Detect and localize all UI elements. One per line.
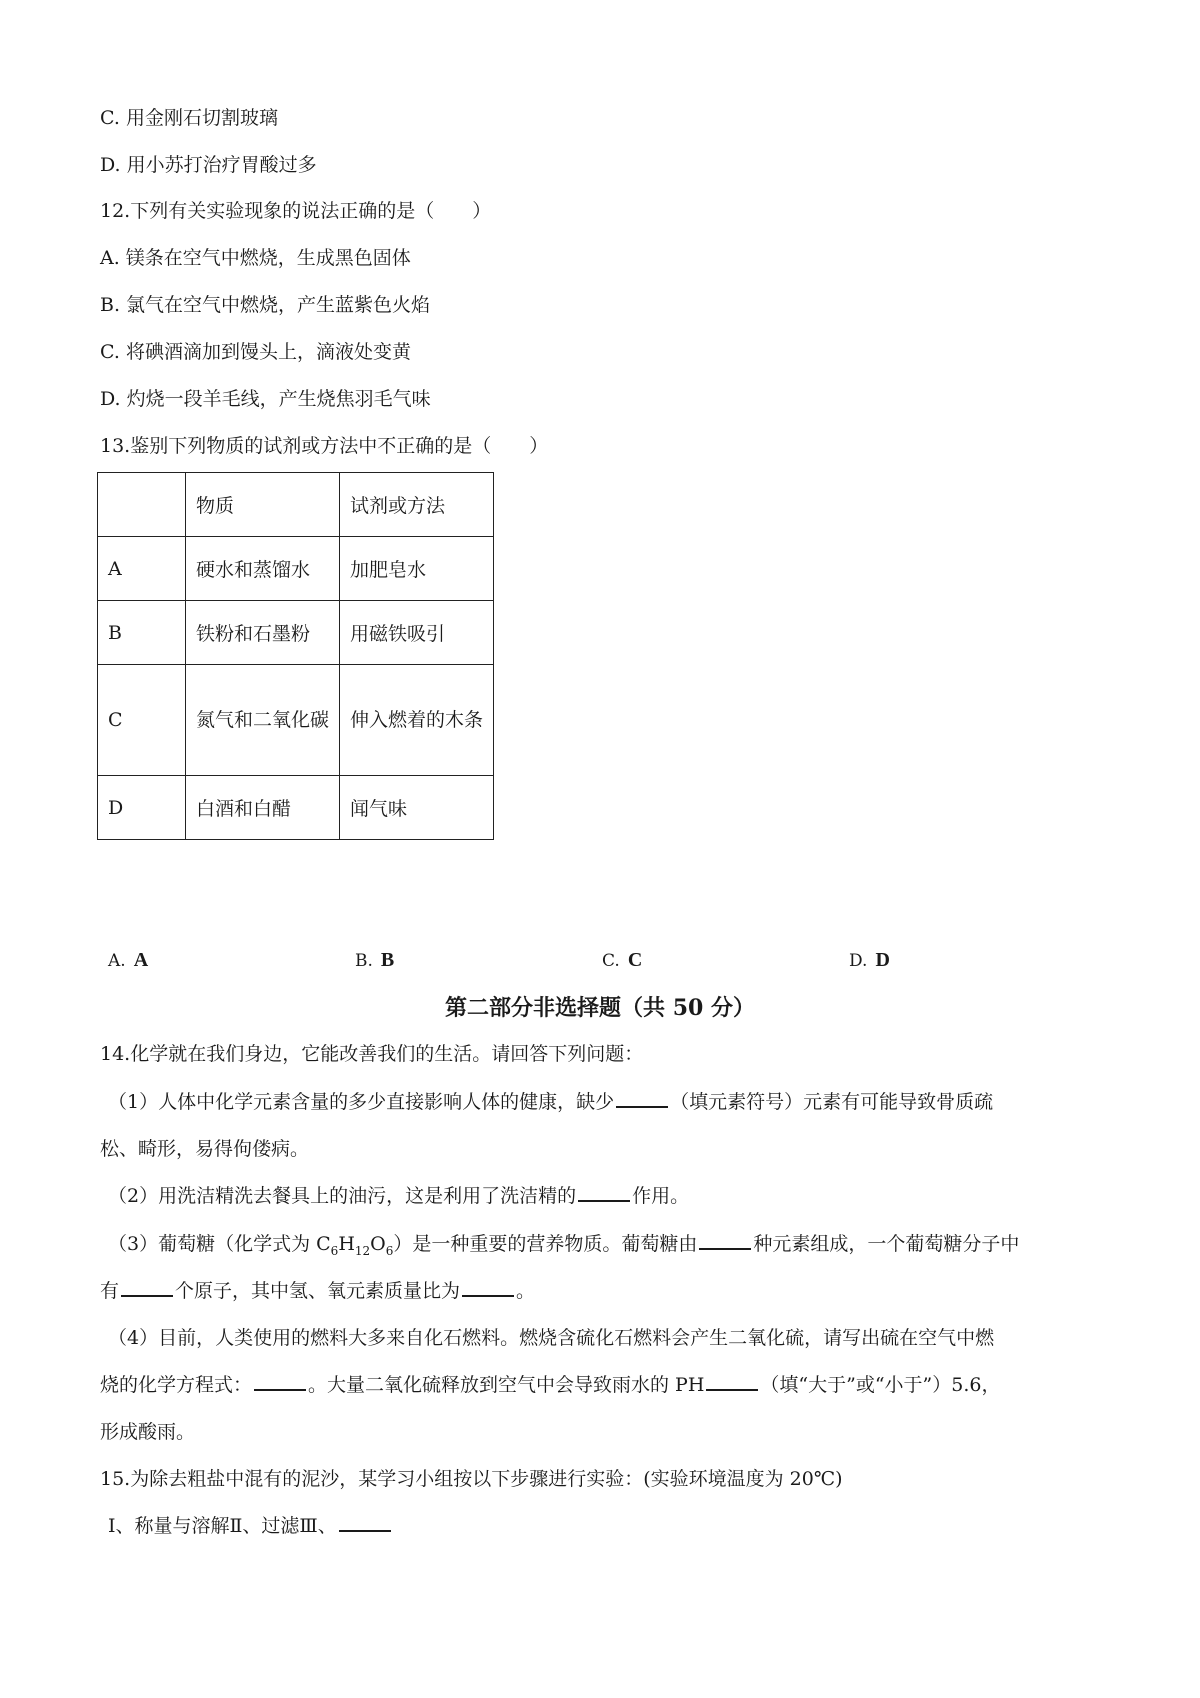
answer-letter: D.	[849, 951, 868, 971]
answer-blank	[578, 1182, 630, 1202]
text: 烧的化学方程式：	[100, 1374, 253, 1396]
table-cell: 硬水和蒸馏水	[186, 537, 340, 601]
table-header-cell: 物质	[186, 473, 340, 537]
table-header-cell: 试剂或方法	[340, 473, 494, 537]
answer-blank	[616, 1088, 668, 1108]
table-row	[98, 665, 494, 776]
q12-option-c: C. 将碘酒滴加到馒头上，滴液处变黄	[100, 341, 411, 363]
q14-part-1	[108, 1088, 993, 1116]
subscript: 12	[354, 1243, 371, 1258]
q15-steps	[108, 1512, 393, 1540]
q14-part-4-cont	[100, 1371, 1001, 1399]
text: 有	[100, 1280, 120, 1302]
text: （2）用洗洁精洗去餐具上的油污，这是利用了洗洁精的	[108, 1185, 577, 1207]
table-header-cell	[98, 473, 186, 537]
text: 。	[516, 1280, 536, 1302]
table-cell: 闻气味	[340, 776, 494, 840]
q13-stem: 13.鉴别下列物质的试剂或方法中不正确的是（ ）	[100, 435, 549, 457]
table-cell: 伸入燃着的木条	[340, 665, 494, 776]
text: （1）人体中化学元素含量的多少直接影响人体的健康，缺少	[108, 1091, 615, 1113]
table-cell: B	[98, 601, 186, 665]
text: 种元素组成，一个葡萄糖分子中	[753, 1233, 1020, 1255]
text: （填“大于”或“小于”）5.6，	[760, 1374, 1001, 1396]
answer-blank	[339, 1512, 391, 1532]
table-cell: 加肥皂水	[340, 537, 494, 601]
answer-blank	[706, 1371, 758, 1391]
q14-part-4-end: 形成酸雨。	[100, 1421, 196, 1443]
table-cell: 氮气和二氧化碳	[186, 665, 340, 776]
q14-part-4: （4）目前，人类使用的燃料大多来自化石燃料。燃烧含硫化石燃料会产生二氧化硫，请写出硫在空气中燃	[108, 1327, 995, 1349]
text: O	[370, 1233, 386, 1255]
text: ）是一种重要的营养物质。葡萄糖由	[393, 1233, 698, 1255]
answer-value: C	[627, 949, 643, 971]
answer-letter: A.	[108, 951, 126, 971]
q14-part-2	[108, 1182, 689, 1210]
table-header-row	[98, 473, 494, 537]
q13-answer-d	[849, 946, 890, 975]
q11-option-c: C. 用金刚石切割玻璃	[100, 107, 278, 129]
answer-blank	[254, 1371, 306, 1391]
answer-letter: B.	[355, 951, 373, 971]
table-row	[98, 776, 494, 840]
q13-table	[97, 472, 494, 840]
q12-option-a: A. 镁条在空气中燃烧，生成黑色固体	[100, 247, 411, 269]
q15-stem: 15.为除去粗盐中混有的泥沙，某学习小组按以下步骤进行实验：(实验环境温度为 20℃)	[100, 1468, 843, 1490]
q12-option-d: D. 灼烧一段羊毛线，产生烧焦羽毛气味	[100, 388, 431, 410]
table-cell: C	[98, 665, 186, 776]
subscript: 6	[385, 1243, 394, 1258]
text: 。大量二氧化硫释放到空气中会导致雨水的 PH	[308, 1374, 705, 1396]
answer-value: B	[380, 949, 395, 971]
section-heading: 第二部分非选择题（共 50 分）	[445, 995, 755, 1021]
table-row	[98, 601, 494, 665]
q13-answer-b	[355, 946, 394, 975]
answer-value: A	[133, 949, 149, 971]
table-cell: 用磁铁吸引	[340, 601, 494, 665]
answer-blank	[462, 1277, 514, 1297]
q13-answer-c	[602, 946, 642, 975]
text: 个原子，其中氢、氧元素质量比为	[175, 1280, 461, 1302]
text: Ⅰ、称量与溶解Ⅱ、过滤Ⅲ、	[108, 1515, 337, 1537]
answer-blank	[121, 1277, 173, 1297]
q12-stem: 12.下列有关实验现象的说法正确的是（ ）	[100, 200, 492, 222]
table-cell: 白酒和白醋	[186, 776, 340, 840]
text: H	[338, 1233, 355, 1255]
q11-option-d: D. 用小苏打治疗胃酸过多	[100, 154, 317, 176]
q14-part-3	[108, 1230, 1019, 1265]
subscript: 6	[330, 1243, 339, 1258]
text: （填元素符号）元素有可能导致骨质疏	[670, 1091, 994, 1113]
answer-letter: C.	[602, 951, 620, 971]
q14-part-1-cont: 松、畸形，易得佝偻病。	[100, 1138, 310, 1160]
text: 作用。	[632, 1185, 690, 1207]
q12-option-b: B. 氯气在空气中燃烧，产生蓝紫色火焰	[100, 294, 431, 316]
q14-stem: 14.化学就在我们身边，它能改善我们的生活。请回答下列问题：	[100, 1043, 644, 1065]
table-cell: A	[98, 537, 186, 601]
text: （3）葡萄糖（化学式为 C	[108, 1233, 331, 1255]
table-cell: 铁粉和石墨粉	[186, 601, 340, 665]
q14-part-3-cont	[100, 1277, 535, 1305]
table-cell: D	[98, 776, 186, 840]
answer-blank	[699, 1230, 751, 1250]
answer-value: D	[875, 949, 890, 971]
table-row	[98, 537, 494, 601]
q13-answer-a	[108, 946, 148, 975]
